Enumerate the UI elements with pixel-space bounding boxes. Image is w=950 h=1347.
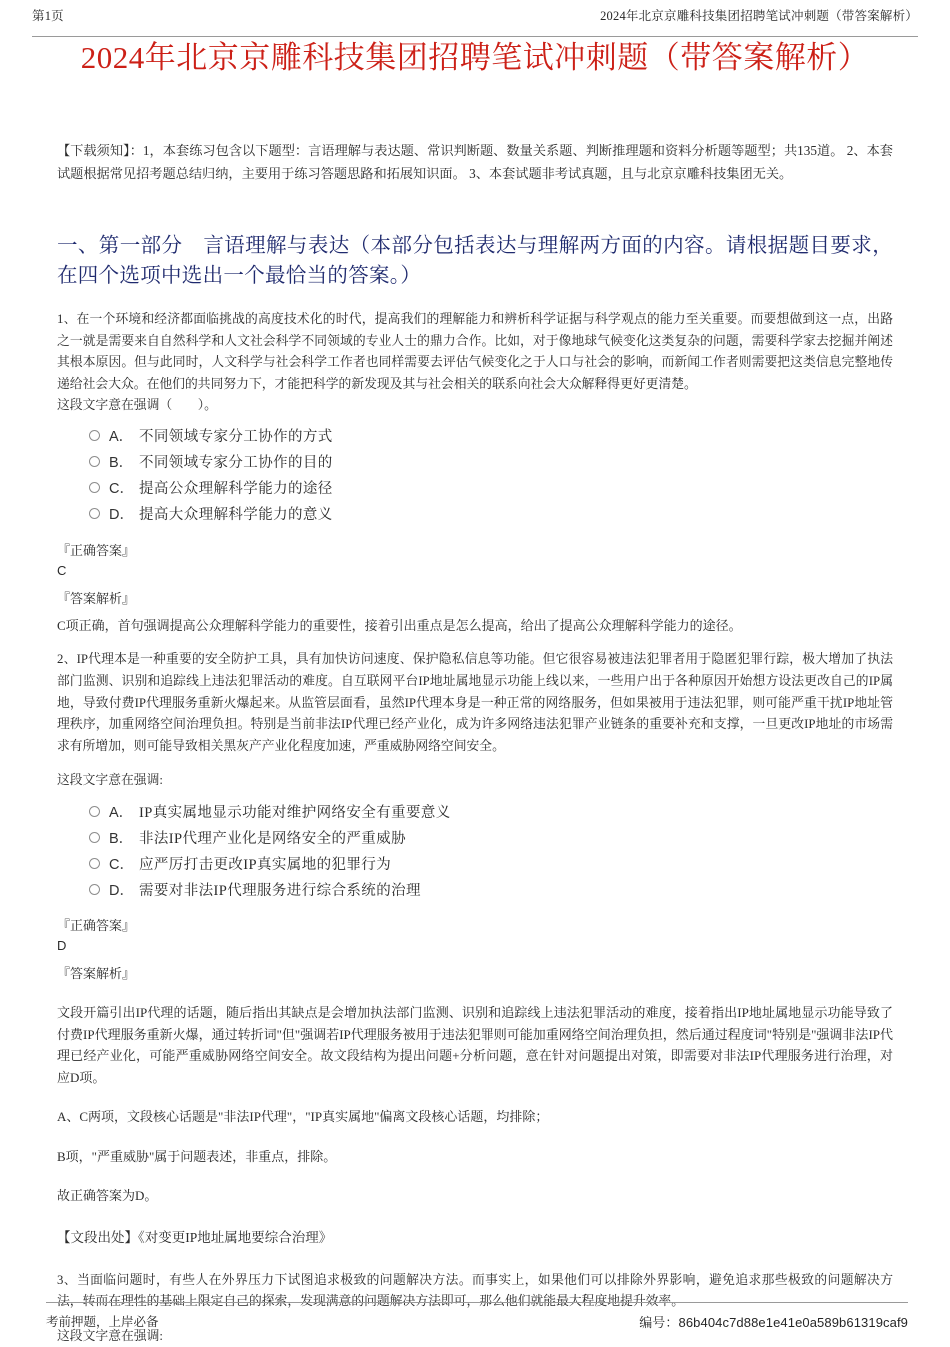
analysis-paragraph: A、C两项，文段核心话题是"非法IP代理"，"IP真实属地"偏离文段核心话题，均排除；	[57, 1109, 549, 1125]
running-footer	[46, 1302, 908, 1335]
option-list	[57, 798, 893, 902]
option-letter: A．	[109, 804, 134, 821]
footer-code	[639, 1312, 908, 1331]
option-item[interactable]	[89, 850, 893, 876]
option-item[interactable]	[89, 423, 893, 449]
analysis-paragraph: 故正确答案为D。	[57, 1188, 158, 1204]
radio-icon[interactable]	[89, 482, 100, 493]
question-prompt: 这段文字意在强调:	[57, 773, 163, 788]
analysis-paragraph: 文段开篇引出IP代理的话题，随后指出其缺点是会增加执法部门监测、识别和追踪线上违法犯罪活动的难度，接着指出IP地址属地显示功能导致了付费IP代理服务重新火爆，通过转折词"但"强调若IP代理服务被用于违法犯罪则可能加重网络空间治理负担，然后通过程度词"特别是"强调非法IP代理已经产业化，可能严重威胁网络空间安全。故文段结构为提出问题+分析问题，意在针对问题提出对策，即需要对非法IP代理服务进行治理，对应D项。	[57, 1005, 893, 1085]
option-text: 非法IP代理产业化是网络安全的严重威胁	[139, 830, 406, 847]
analysis-paragraph: C项正确，首句强调提高公众理解科学能力的重要性，接着引出重点是怎么提高，给出了提高公众理解科学能力的途径。	[57, 617, 742, 633]
running-header	[32, 6, 918, 37]
question-block	[57, 309, 893, 636]
source-citation: 【文段出处】《对变更IP地址属地要综合治理》	[57, 1229, 333, 1245]
document-title: 2024年北京京雕科技集团招聘笔试冲刺题（带答案解析）	[80, 40, 870, 75]
block-spacer	[57, 1248, 893, 1270]
correct-answer-value: C	[57, 562, 67, 578]
question-stem: 3、当面临问题时，有些人在外界压力下试图追求极致的问题解决方法。而事实上，如果他们可以排除外界影响，避免追求那些极致的问题解决方法，转而在理性的基础上限定自己的探索，发现满意的问题解决方法即可，那么他们就能最大程度地提升效率。	[57, 1272, 893, 1309]
option-text: 不同领域专家分工协作的目的	[139, 455, 333, 472]
radio-icon[interactable]	[89, 858, 100, 869]
option-text: 应严厉打击更改IP真实属地的犯罪行为	[139, 856, 392, 873]
running-title: 2024年北京京雕科技集团招聘笔试冲刺题（带答案解析）	[600, 9, 918, 23]
option-letter: C．	[109, 856, 134, 873]
correct-answer-label: 『正确答案』	[57, 542, 136, 558]
option-letter: D．	[109, 507, 134, 524]
option-item[interactable]	[89, 824, 893, 850]
question-stem: 1、在一个环境和经济都面临挑战的高度技术化的时代，提高我们的理解能力和辨析科学证据与科学观点的能力至关重要。而要想做到这一点，出路之一就是需要来自自然科学和人文社会科学不同领域的专业人士的鼎力合作。比如，对于像地球气候变化这类复杂的问题，需要科学家去挖掘并阐述其根本原因。但与此同时，人文科学与社会科学工作者也同样需要去评估气候变化之于人口与社会的影响，而新闻工作者则需要把这类信息完整地传递给社会大众。在他们的共同努力下，才能把科学的新发现及其与社会相关的联系向社会大众解释得更好更清楚。	[57, 312, 893, 391]
option-text: 不同领域专家分工协作的方式	[139, 429, 333, 446]
correct-answer-label: 『正确答案』	[57, 918, 136, 934]
option-text: 提高大众理解科学能力的意义	[139, 507, 333, 524]
correct-answer-value: D	[57, 938, 67, 954]
option-letter: C．	[109, 481, 134, 498]
radio-icon[interactable]	[89, 508, 100, 519]
option-letter: B．	[109, 455, 134, 472]
footer-code-label: 编号：	[639, 1314, 679, 1330]
block-spacer	[57, 636, 893, 649]
option-text: IP真实属地显示功能对维护网络安全有重要意义	[139, 804, 451, 821]
page-marker: 第1页	[32, 9, 64, 23]
section-heading: 一、第一部分 言语理解与表达（本部分包括表达与理解两方面的内容。请根据题目要求，在四个选项中选出一个最恰当的答案。）	[57, 235, 893, 287]
option-text: 提高公众理解科学能力的途径	[139, 481, 333, 498]
option-letter: A．	[109, 429, 134, 446]
analysis-label: 『答案解析』	[57, 590, 136, 606]
option-letter: D．	[109, 882, 134, 899]
question-stem: 2、IP代理本是一种重要的安全防护工具，具有加快访问速度、保护隐私信息等功能。但它很容易被违法犯罪者用于隐匿犯罪行踪，极大增加了执法部门监测、识别和追踪线上违法犯罪活动的难度。自互联网平台IP地址属地显示功能上线以来，一些用户出于各种原因开始想方设法更改自己的IP属地，导致付费IP代理服务重新火爆起来。从监管层面看，虽然IP代理本身是一种正常的网络服务，但如果被用于违法犯罪，则可能严重干扰IP地址管理秩序，加重网络空间治理负担。特别是当前非法IP代理已经产业化，成为许多网络违法犯罪产业链条的重要补充和支撑，一旦更改IP地址的市场需求有所增加，则可能导致相关黑灰产产业化程度加速，严重威胁网络空间安全。	[57, 652, 893, 753]
document-body	[57, 140, 893, 1347]
footer-code-value: 86b404c7d88e1e41e0a589b61319caf9	[678, 1314, 908, 1330]
option-item[interactable]	[89, 475, 893, 501]
question-block	[57, 649, 893, 1247]
analysis-paragraph: B项，"严重威胁"属于问题表述，非重点，排除。	[57, 1148, 337, 1164]
option-item[interactable]	[89, 798, 893, 824]
option-item[interactable]	[89, 449, 893, 475]
option-item[interactable]	[89, 501, 893, 527]
option-item[interactable]	[89, 876, 893, 902]
download-notice: 【下载须知】：1，本套练习包含以下题型：言语理解与表达题、常识判断题、数量关系题、判断推理题和资料分析题等题型；共135道。 2、本套试题根据常见招考题总结归纳，主要用于练习答题思路和拓展知识面。 3、本套试题非考试真题，且与北京京雕科技集团无关。	[57, 143, 893, 181]
analysis-label: 『答案解析』	[57, 966, 136, 982]
radio-icon[interactable]	[89, 832, 100, 843]
question-prompt: 这段文字意在强调（ ）。	[57, 398, 217, 413]
option-text: 需要对非法IP代理服务进行综合系统的治理	[139, 882, 421, 899]
radio-icon[interactable]	[89, 430, 100, 441]
option-list	[57, 423, 893, 527]
radio-icon[interactable]	[89, 806, 100, 817]
stem-spacer	[57, 757, 893, 770]
radio-icon[interactable]	[89, 884, 100, 895]
question-prompt: 这段文字意在强调:	[57, 1328, 163, 1343]
option-letter: B．	[109, 830, 134, 847]
footer-slogan: 考前押题，上岸必备	[46, 1315, 159, 1329]
radio-icon[interactable]	[89, 456, 100, 467]
